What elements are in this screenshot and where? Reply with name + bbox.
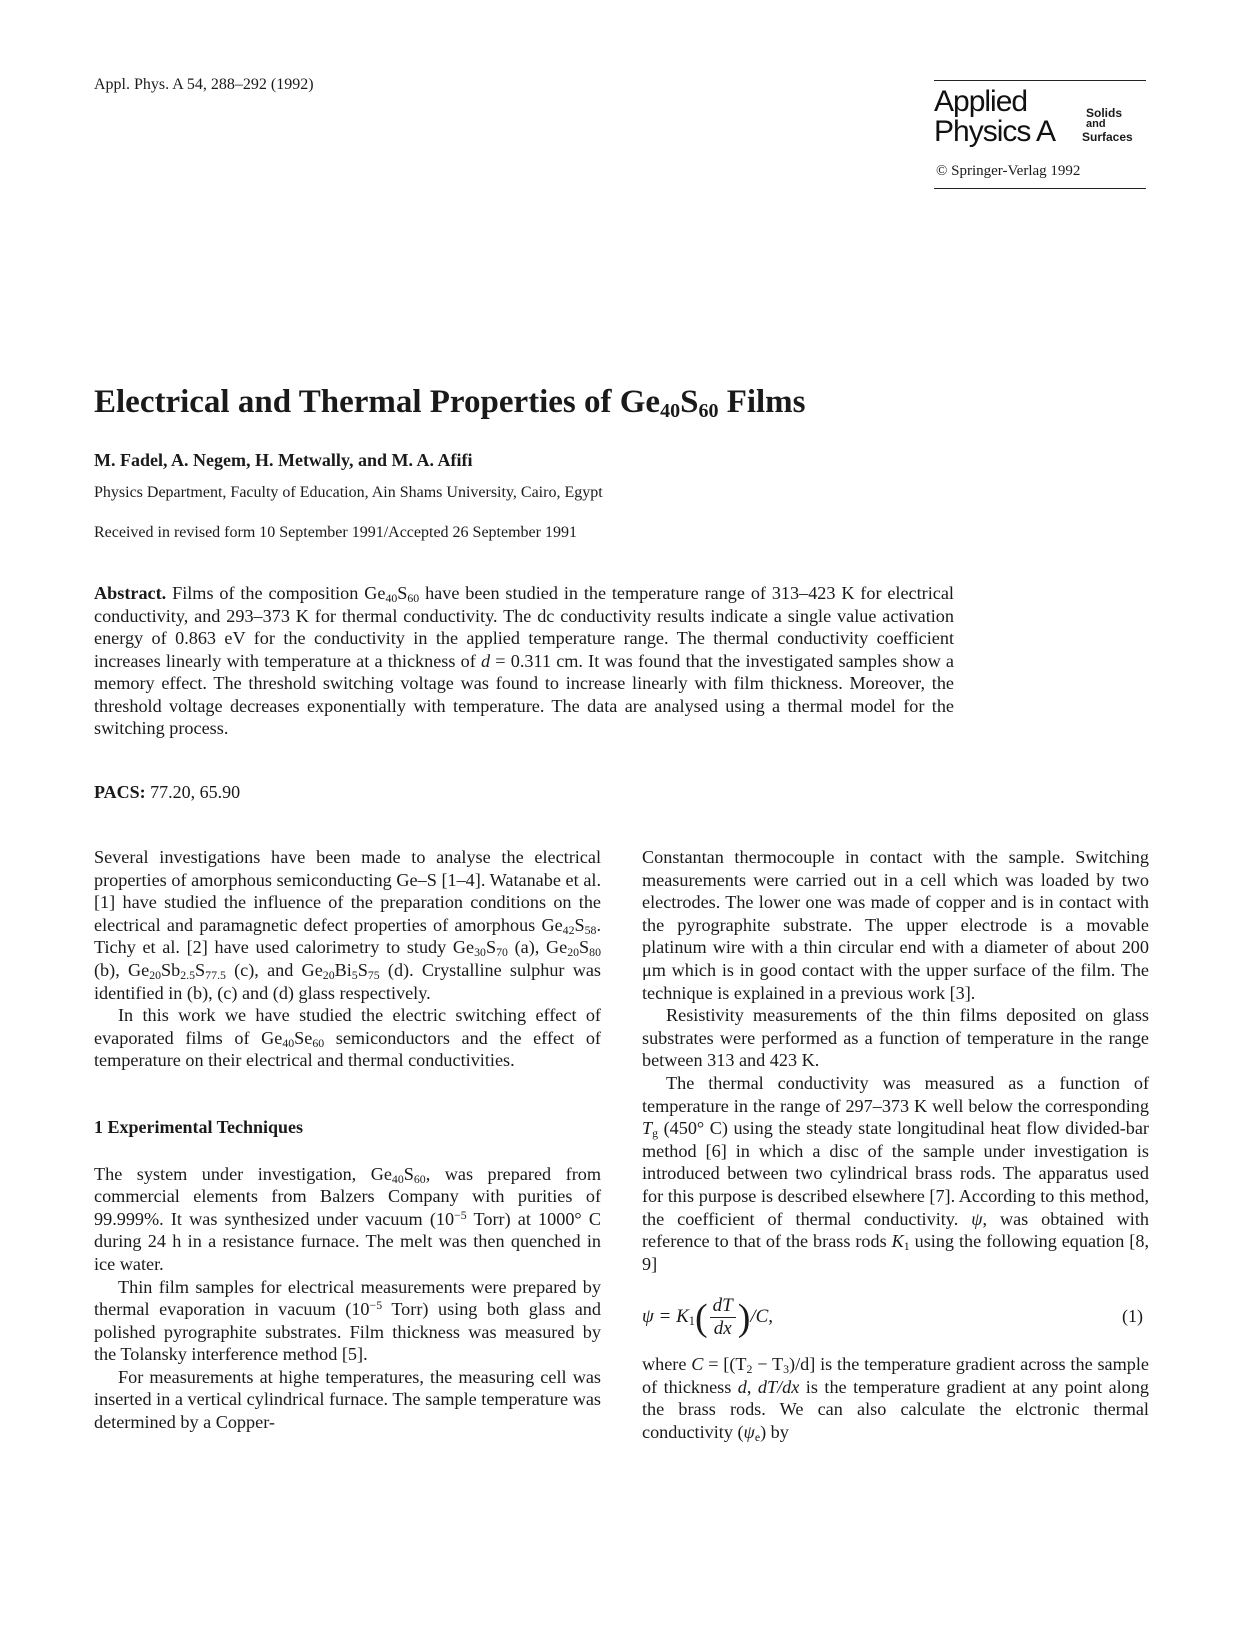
subscript: 5 — [351, 967, 358, 982]
fraction — [710, 1295, 736, 1340]
text: S — [357, 959, 368, 980]
title-subscript: 60 — [698, 400, 719, 422]
text: (c), and Ge — [225, 959, 323, 980]
journal-logo-word-physics: Physics A — [934, 115, 1056, 148]
text: is the temperature gradient at any point along the brass rods. We can also calculate the elctronic thermal conductivity ( — [642, 1376, 1150, 1443]
symbol: T — [642, 1118, 653, 1139]
paragraph: Resistivity measurements of the thin films deposited on glass substrates were performed as a function of temperature in the range between 313 and 423 K. — [642, 1005, 1149, 1071]
text: Se — [294, 1027, 313, 1048]
subscript: 80 — [589, 945, 601, 960]
subscript: 2.5 — [180, 967, 196, 982]
journal-logo-word-applied: Applied — [934, 85, 1028, 118]
subscript: e — [754, 1430, 761, 1445]
text: Several investigations have been made to analyse the electrical properties of amorphous semiconducting Ge–S [1–4]. Watanabe et al. [1] have studied the influence of the preparation conditions on the electrical and paramagnetic defect properties of amorphous Ge — [94, 847, 601, 935]
subscript: 1 — [903, 1239, 910, 1254]
text: Sb — [161, 959, 181, 980]
symbol: ψ — [743, 1422, 755, 1443]
fraction-denominator: dx — [713, 1318, 732, 1340]
left-paren: ( — [694, 1296, 708, 1339]
text: S — [403, 1163, 414, 1184]
pacs-value: 77.20, 65.90 — [145, 782, 241, 802]
subscript: 60 — [413, 1171, 426, 1186]
paragraph: Constantan thermocouple in contact with the sample. Switching measurements were carried out in a cell which was loaded by two electrodes. The lower one was made of copper and is in contact with the pyrographite substrate. The upper electrode is a movable platinum wire with a thin circular end with a diameter of about 200 μm which is in good contact with the upper surface of the film. The technique is explained in a previous work [3]. — [642, 847, 1149, 1003]
text: Bi — [334, 959, 352, 980]
text: (a), Ge — [507, 937, 568, 958]
abstract-text: S — [397, 583, 408, 603]
copyright: © Springer-Verlag 1992 — [936, 163, 1081, 179]
text: ) by — [760, 1422, 789, 1443]
symbol: C — [691, 1354, 704, 1375]
subscript: 70 — [496, 945, 508, 960]
text: S — [574, 914, 585, 935]
title-text: Films — [718, 384, 806, 420]
subscript: g — [652, 1126, 659, 1141]
abstract-subscript: 40 — [385, 590, 398, 605]
text: S — [485, 937, 497, 958]
text: The thermal conductivity was measured as a function of temperature in the range of 297–373 K well below the corresponding — [642, 1072, 1149, 1116]
text: , was prepared from commercial elements from Balzers Company with purities of 99.999%. It was synthesized under vacuum (10 — [94, 1163, 601, 1229]
symbol: ψ — [971, 1208, 983, 1229]
eq-tail: /C, — [750, 1306, 774, 1328]
pacs-label: PACS: — [94, 782, 146, 802]
section-heading: 1 Experimental Techniques — [94, 1116, 304, 1137]
text: using the following equation [8, 9] — [642, 1231, 1149, 1274]
affiliation: Physics Department, Faculty of Education, Ain Shams University, Cairo, Egypt — [94, 484, 603, 501]
text: (d). Crystalline sulphur was identified in (b), (c) and (d) glass respectively. — [94, 959, 602, 1003]
text: , — [746, 1376, 758, 1397]
paragraph — [94, 1163, 601, 1276]
abstract — [94, 582, 954, 740]
fraction-numerator: dT — [710, 1295, 736, 1318]
abstract-text: Films of the composition Ge — [166, 583, 386, 603]
subscript: 3 — [783, 1362, 790, 1377]
title-text: Electrical and Thermal Properties of Ge — [94, 384, 661, 420]
title-subscript: 40 — [660, 400, 681, 422]
subscript: 40 — [282, 1035, 295, 1050]
journal-section-and: and — [1086, 118, 1106, 130]
paragraph — [94, 1004, 601, 1072]
subscript: 58 — [584, 922, 597, 937]
abstract-text: = 0.311 cm. It was found that the investigated samples show a memory effect. The threshold switching voltage was found to increase linearly with film thickness. Moreover, the threshold voltage decreases exponentially with temperature. The data are analysed using a thermal model for the switching process. — [94, 650, 954, 738]
paragraph — [642, 1072, 1149, 1275]
paragraph — [642, 1353, 1149, 1443]
journal-citation: Appl. Phys. A 54, 288–292 (1992) — [94, 76, 314, 93]
abstract-symbol: d — [481, 650, 491, 671]
journal-section-solids: Solids — [1086, 106, 1123, 120]
journal-section-surfaces: Surfaces — [1082, 130, 1133, 144]
subscript: 40 — [391, 1171, 404, 1186]
eq-lhs: ψ = K — [642, 1306, 689, 1328]
subscript: 30 — [474, 945, 486, 960]
text: where — [642, 1354, 692, 1375]
equation-body — [642, 1295, 773, 1340]
paragraph — [94, 846, 601, 1004]
text: S — [195, 959, 206, 980]
text: , was obtained with reference to that of the brass rods — [642, 1208, 1150, 1252]
subscript: 20 — [567, 945, 580, 960]
subscript: 42 — [562, 922, 575, 937]
abstract-label: Abstract. — [94, 583, 167, 603]
symbol: d — [737, 1376, 747, 1397]
text: The system under investigation, Ge — [94, 1163, 392, 1184]
text: semiconductors and the effect of temperature on their electrical and thermal conductivities. — [94, 1027, 601, 1071]
text: . Tichy et al. [2] have used calorimetry to study Ge — [94, 914, 601, 958]
abstract-text: have been studied in the temperature range of 313–423 K for electrical conductivity, and 293–373 K for thermal conductivity. The dc conductivity results indicate a single value activation energy of 0.863 eV for the conductivity in the applied temperature range. The thermal conductivity coefficient increases linearly with temperature at a thickness of — [94, 583, 954, 671]
text: )/d] — [789, 1354, 816, 1375]
text: = [(T — [703, 1354, 747, 1375]
journal-logo-block — [934, 80, 1146, 189]
superscript: −5 — [369, 1298, 383, 1313]
text: (450° C) using the steady state longitudinal heat flow divided-bar method [6] in which a disc of the sample under investigation is introduced between two cylindrical brass rods. The apparatus used for this purpose is described elsewhere [7]. According to this method, the coefficient of thermal conductivity. — [642, 1118, 1149, 1229]
eq-subscript: 1 — [688, 1314, 695, 1329]
text: Torr) at 1000° C during 24 h in a resistance furnace. The melt was then quenched in ice water. — [94, 1208, 601, 1274]
journal-logo — [934, 85, 1146, 155]
subscript: 60 — [312, 1035, 325, 1050]
text: (b), Ge — [94, 959, 150, 980]
equation-1 — [642, 1283, 1149, 1347]
paragraph: For measurements at highe temperatures, the measuring cell was inserted in a vertical cylindrical furnace. The sample temperature was determined by a Copper- — [94, 1366, 601, 1433]
text: In this work we have studied the electric switching effect of evaporated films of Ge — [94, 1005, 601, 1048]
symbol: K — [891, 1231, 904, 1252]
text: S — [579, 937, 590, 958]
pacs-codes — [94, 782, 240, 803]
subscript: 20 — [149, 967, 162, 982]
right-paren: ) — [737, 1296, 751, 1339]
subscript: 2 — [746, 1362, 753, 1377]
paragraph — [94, 1276, 601, 1366]
right-column — [642, 846, 1149, 1444]
text: Torr) using both glass and polished pyrographite substrates. Film thickness was measured by the Tolansky interference method [5]. — [94, 1299, 601, 1365]
subscript: 20 — [322, 967, 335, 982]
text: is the temperature gradient across the sample of thickness — [642, 1354, 1149, 1397]
authors: M. Fadel, A. Negem, H. Metwally, and M. A. Afifi — [94, 450, 473, 470]
symbol: dT/dx — [757, 1376, 800, 1397]
equation-number: (1) — [1122, 1306, 1143, 1327]
title-text: S — [680, 384, 699, 420]
left-column — [94, 846, 601, 1434]
abstract-subscript: 60 — [407, 590, 420, 605]
top-rule — [934, 80, 1146, 81]
subscript: 77.5 — [205, 967, 226, 982]
article-title — [94, 384, 806, 421]
text: − T — [752, 1354, 784, 1375]
subscript: 75 — [367, 967, 380, 982]
received-dates: Received in revised form 10 September 1991/Accepted 26 September 1991 — [94, 524, 577, 541]
text: Thin film samples for electrical measurements were prepared by thermal evaporation in vacuum (10 — [94, 1276, 601, 1320]
bottom-rule — [934, 188, 1146, 189]
superscript: −5 — [454, 1207, 467, 1222]
